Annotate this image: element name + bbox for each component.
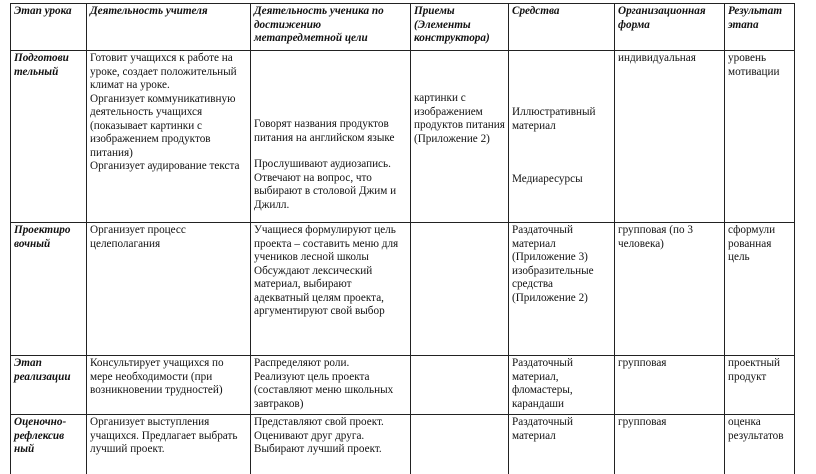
result-cell: проектный продукт (725, 356, 795, 415)
teacher-text: Консультирует учащихся по мере необходимости (при возникновении трудностей) (90, 357, 224, 396)
header-techniques: Приемы (Элементы конструктора) (411, 4, 509, 51)
teacher-activity-cell (87, 356, 251, 415)
student-activity-cell (251, 356, 411, 415)
table-row (11, 51, 795, 223)
teacher-activity-cell (87, 223, 251, 356)
teacher-activity-cell (87, 415, 251, 474)
header-row (11, 4, 795, 51)
student-activity-cell (251, 51, 411, 223)
means-text: Иллюстративный материал (512, 106, 596, 132)
means-text: Раздаточный материал (512, 416, 573, 442)
teacher-text: Готовит учащихся к работе на уроке, создает положительный климат на уроке. (90, 52, 237, 91)
student-text: Обсуждают лексический материал, выбирают адекватный целям проекта, аргументируют свой выбор (254, 264, 385, 317)
student-text: Представляют свой проект. Оценивают друг друга. (254, 416, 384, 442)
student-text: Выбирают лучший проект. (254, 443, 382, 455)
teacher-text: Организует выступления учащихся. Предлагает выбрать лучший проект. (90, 416, 238, 455)
student-activity-cell (251, 223, 411, 356)
teacher-text: Организует коммуникативную деятельность учащихся (показывает картинки с изображением продуктов питания) (90, 92, 236, 159)
means-cell (509, 51, 615, 223)
header-means: Средства (509, 4, 615, 51)
student-activity-cell (251, 415, 411, 474)
techniques-cell: картинки с изображением продуктов питания (Приложение 2) (411, 51, 509, 223)
student-text: Говорят названия продуктов питания на английском языке (254, 118, 395, 144)
teacher-text: Организует аудирование текста (90, 160, 240, 172)
header-teacher-activity: Деятельность учителя (87, 4, 251, 51)
result-cell: уровень мотивации (725, 51, 795, 223)
result-cell: сформули рованная цель (725, 223, 795, 356)
stage-cell: Оценочно-рефлексив ный (11, 415, 87, 474)
header-organizational-form: Организационная форма (615, 4, 725, 51)
stage-cell: Этап реализации (11, 356, 87, 415)
means-text: Раздаточный материал (Приложение 3) изобразительные средства (Приложение 2) (512, 224, 594, 304)
result-cell: оценка результатов (725, 415, 795, 474)
student-text: Распределяют роли. (254, 357, 350, 369)
means-text: Раздаточный материал, фломастеры, карандаши (512, 357, 573, 410)
lesson-plan-table (10, 3, 795, 474)
stage-cell: Подготови тельный (11, 51, 87, 223)
student-text: Учащиеся формулируют цель проекта – составить меню для учеников лесной школы (254, 224, 399, 263)
student-text: Реализуют цель проекта (составляют меню школьных завтраков) (254, 370, 394, 410)
techniques-cell (411, 415, 509, 474)
teacher-activity-cell (87, 51, 251, 223)
techniques-cell (411, 356, 509, 415)
table-row (11, 415, 795, 474)
form-cell: индивидуальная (615, 51, 725, 223)
means-cell (509, 415, 615, 474)
header-student-activity: Деятельность ученика по достижению метапредметной цели (251, 4, 411, 51)
table-row (11, 223, 795, 356)
form-cell: групповая (615, 356, 725, 415)
student-text: Прослушивают аудиозапись. Отвечают на вопрос, что выбирают в столовой Джим и Джилл. (254, 158, 397, 211)
form-cell: групповая (615, 415, 725, 474)
header-stage: Этап урока (11, 4, 87, 51)
stage-cell: Проектиро вочный (11, 223, 87, 356)
header-stage-result: Результат этапа (725, 4, 795, 51)
table-row (11, 356, 795, 415)
means-text: Медиаресурсы (512, 173, 583, 185)
teacher-text: Организует процесс целеполагания (90, 224, 186, 250)
means-cell (509, 223, 615, 356)
form-cell: групповая (по 3 человека) (615, 223, 725, 356)
means-cell (509, 356, 615, 415)
techniques-cell (411, 223, 509, 356)
